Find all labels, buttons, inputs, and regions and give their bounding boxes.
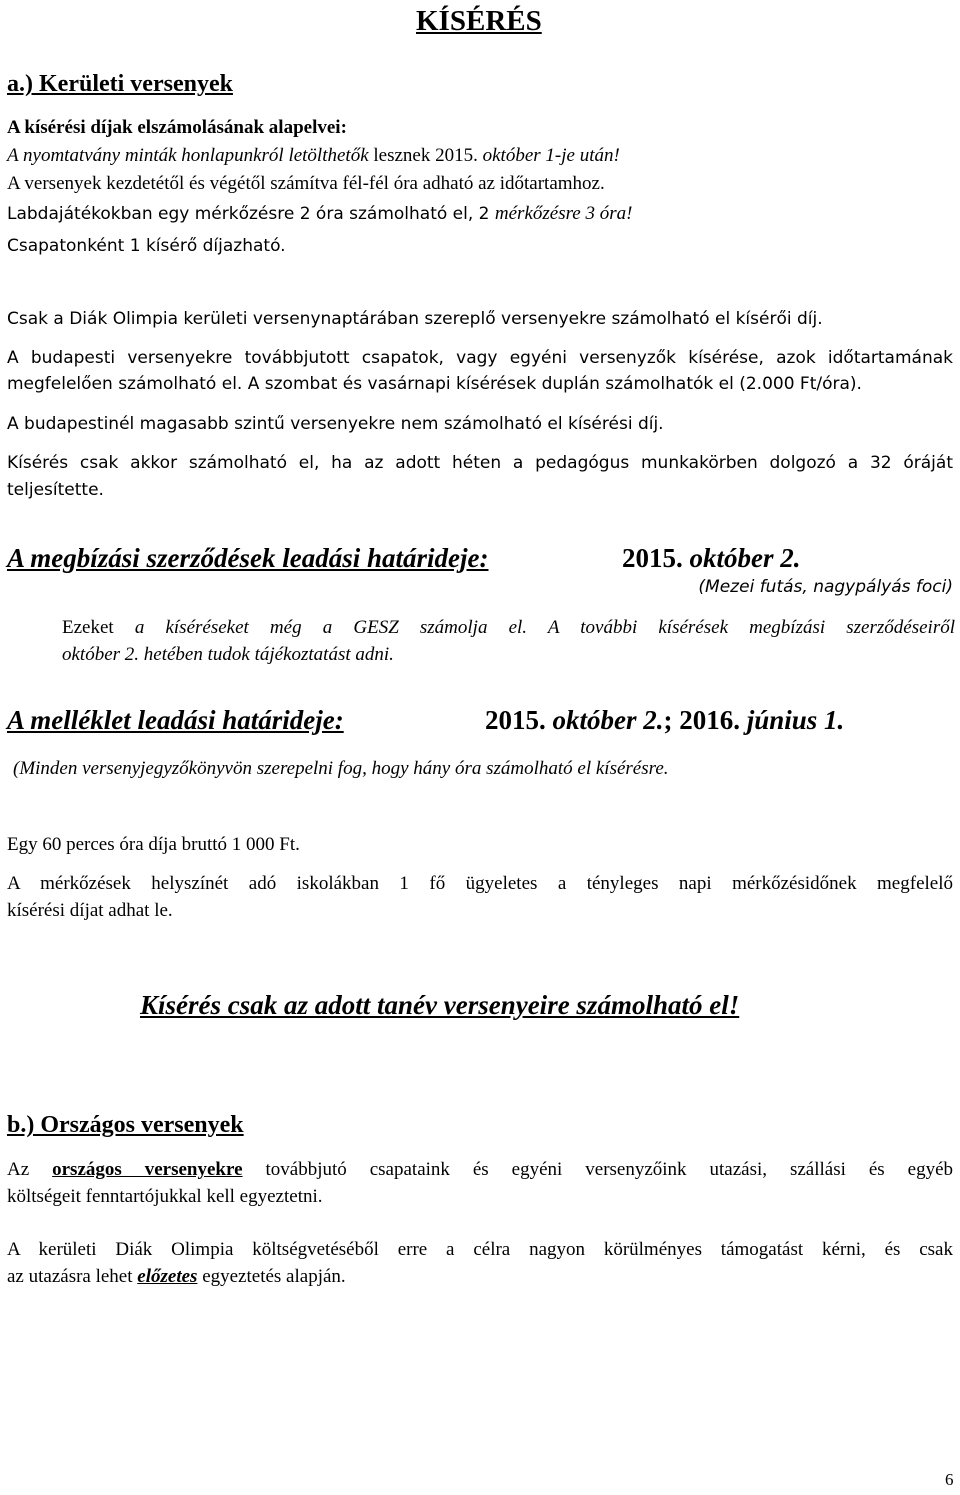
budget-para-end: egyeztetés alapján. — [197, 1266, 346, 1287]
ball-games-rule-italic: mérkőzésre 3 óra! — [494, 203, 633, 224]
budget-para-start: az utazásra lehet — [7, 1266, 138, 1287]
annex-note: (Minden versenyjegyzőkönyvön szerepelni fog, hogy hány óra számolható el kísérésre. — [13, 758, 669, 779]
gesz-para-line-2: október 2. hetében tudok tájékoztatást adni. — [62, 644, 394, 665]
duty-fee-line-2: kísérési díjat adhat le. — [7, 900, 173, 921]
current-year-emphasis: Kísérés csak az adott tanév versenyeire számolható el! — [140, 990, 740, 1020]
gesz-para-italic: a kíséréseket még a GESZ számolja el. A további kísérések megbízási szerződéseiről — [134, 617, 955, 638]
teacher-hours-line-2: teljesítette. — [7, 480, 104, 500]
per-team-rule: Csapatonként 1 kísérő díjazható. — [7, 236, 286, 256]
gesz-para-start: Ezeket — [62, 617, 135, 638]
budapest-para-line-2: megfelelően számolható el. A szombat és vasárnapi kísérések duplán számolhatók el (2.000 Ft/óra). — [7, 374, 862, 394]
national-para-line-2: költségeit fenntartójukkal kell egyeztetni. — [7, 1186, 323, 1207]
budget-para-emphasis: előzetes — [137, 1266, 198, 1287]
diak-olimpia-rule: Csak a Diák Olimpia kerületi versenynaptárában szereplő versenyekre számolható el kísérői díj. — [7, 309, 823, 329]
budapest-para-line-1: A budapesti versenyekre továbbjutott csapatok, vagy egyéni versenyzők kísérése, azok időtartamának — [7, 348, 953, 368]
page-number: 6 — [945, 1470, 954, 1489]
page-title: KÍSÉRÉS — [416, 5, 542, 37]
annex-deadline-day-2: június 1. — [746, 705, 845, 735]
ball-games-rule-text: Labdajátékokban egy mérkőzésre 2 óra számolható el, 2 — [7, 204, 495, 224]
national-competitions-link: országos versenyekre — [52, 1159, 243, 1180]
contract-deadline-year: 2015. — [622, 543, 690, 573]
half-hour-rule: A versenyek kezdetétől és végétől számítva fél-fél óra adható az időtartamhoz. — [7, 173, 605, 194]
budget-para-line-1: A kerületi Diák Olimpia költségvetéséből erre a célra nagyon körülményes támogatást kérni, és csak — [7, 1239, 953, 1260]
annex-deadline-year-2: ; 2016. — [663, 705, 747, 735]
contract-deadline-note: (Mezei futás, nagypályás foci) — [698, 577, 953, 597]
section-a-heading: a.) Kerületi versenyek — [7, 71, 233, 97]
template-notice-italic-2: október 1-je után! — [482, 145, 620, 166]
national-para-start: Az — [7, 1159, 53, 1180]
contract-deadline-date — [622, 541, 801, 575]
gesz-para-line-1 — [62, 614, 955, 641]
section-b-heading: b.) Országos versenyek — [7, 1112, 244, 1138]
annex-deadline-year-1: 2015. — [485, 705, 553, 735]
template-notice — [7, 142, 620, 169]
annex-deadline-day-1: október 2. — [552, 705, 664, 735]
section-a-subheading: A kísérési díjak elszámolásának alapelvei: — [7, 117, 347, 138]
national-para-line-1 — [7, 1156, 953, 1183]
budget-para-line-2 — [7, 1263, 346, 1290]
template-notice-middle: lesznek 2015. — [368, 145, 483, 166]
ball-games-rule — [7, 200, 632, 228]
contract-deadline-day: október 2. — [689, 543, 801, 573]
hourly-fee: Egy 60 perces óra díja bruttó 1 000 Ft. — [7, 834, 300, 855]
contract-deadline-label: A megbízási szerződések leadási határideje: — [7, 543, 489, 573]
national-para-rest: továbbjutó csapataink és egyéni versenyzőink utazási, szállási és egyéb — [242, 1159, 954, 1180]
teacher-hours-line-1: Kísérés csak akkor számolható el, ha az adott héten a pedagógus munkakörben dolgozó a 32 óráját — [7, 453, 953, 473]
template-notice-italic: A nyomtatvány minták honlapunkról letölthetők — [7, 145, 369, 166]
duty-fee-line-1: A mérkőzések helyszínét adó iskolákban 1 fő ügyeletes a tényleges napi mérkőzésidőnek megfelelő — [7, 873, 953, 894]
annex-deadline-label: A melléklet leadási határideje: — [7, 705, 344, 735]
annex-deadline-dates — [485, 703, 844, 737]
higher-level-rule: A budapestinél magasabb szintű versenyekre nem számolható el kísérési díj. — [7, 414, 664, 434]
